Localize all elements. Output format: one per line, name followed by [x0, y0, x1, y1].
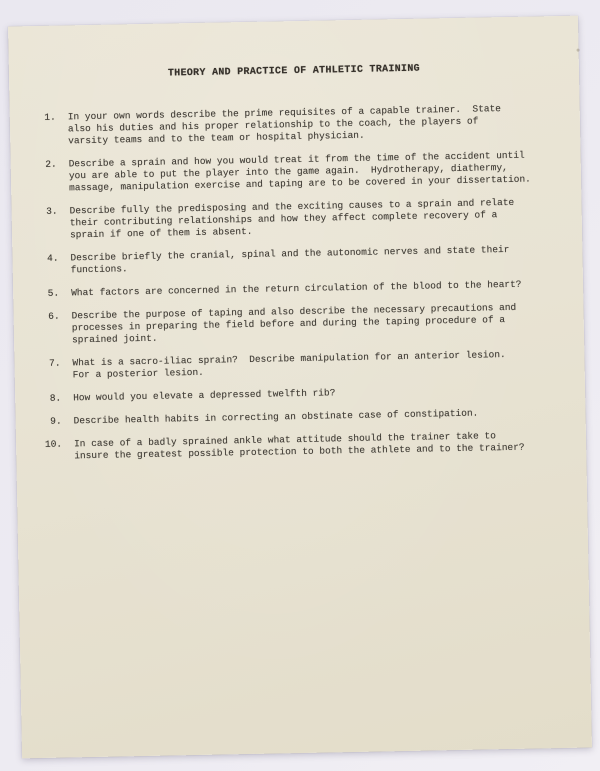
- paper: [8, 16, 592, 759]
- question-item: [31, 196, 560, 242]
- question-number: 9.: [50, 415, 62, 427]
- question-text: Describe fully the predisposing and the exciting causes to a sprain and relate their contributing relationships and how they affect complete recovery of a sprain if one of them is absent.: [69, 196, 515, 241]
- question-number: 10.: [44, 438, 63, 450]
- question-text: Describe the purpose of taping and also describe the necessary precautions and processes in preparing the field before and during the taping procedure of a sprained joint.: [71, 301, 517, 346]
- question-text: Describe a sprain and how you would treat it from the time of the accident until you are able to put the player into the game again. Hydrotherapy, diathermy, massage, manipulation exercise and taping are to be covered in your dissertation.: [68, 149, 531, 194]
- question-number: 3.: [46, 205, 58, 217]
- question-text: In your own words describe the prime requisites of a capable trainer. State also his duties and his proper relationship to the coach, the players of varsity teams and to the team or hospital physician.: [67, 103, 502, 147]
- question-number: 8.: [49, 392, 62, 404]
- question-text: Describe health habits in correcting an obstinate case of constipation.: [73, 407, 479, 427]
- question-item: [33, 301, 562, 347]
- question-number: 1.: [44, 111, 56, 123]
- question-number: 4.: [46, 252, 59, 264]
- question-item: [36, 406, 564, 428]
- question-text: What is a sacro-iliac sprain? Describe manipulation for an anterior lesion. For a posterior lesion.: [72, 349, 506, 381]
- question-text: What factors are concerned in the return circulation of the blood to the heart?: [71, 278, 522, 299]
- question-number: 5.: [47, 287, 60, 299]
- question-number: 2.: [45, 158, 57, 170]
- question-text: How would you elevate a depressed twelfth rib?: [73, 387, 336, 404]
- question-item: [32, 243, 560, 277]
- question-item: [31, 149, 560, 195]
- scan-speck: [577, 49, 580, 52]
- question-item: [35, 383, 563, 405]
- question-list: [30, 102, 565, 463]
- question-item: [36, 429, 564, 463]
- question-item: [33, 278, 561, 300]
- question-number: 6.: [48, 310, 60, 322]
- document-title: THEORY AND PRACTICE OF ATHLETIC TRAINING: [167, 63, 421, 80]
- question-item: [34, 348, 562, 382]
- question-text: In case of a badly sprained ankle what attitude should the trainer take to insure the greatest possible protection to both the athlete and to the trainer?: [73, 430, 525, 462]
- question-number: 7.: [48, 357, 61, 369]
- question-text: Describe briefly the cranial, spinal and the autonomic nerves and state their functions.: [70, 243, 510, 276]
- question-item: [30, 102, 559, 148]
